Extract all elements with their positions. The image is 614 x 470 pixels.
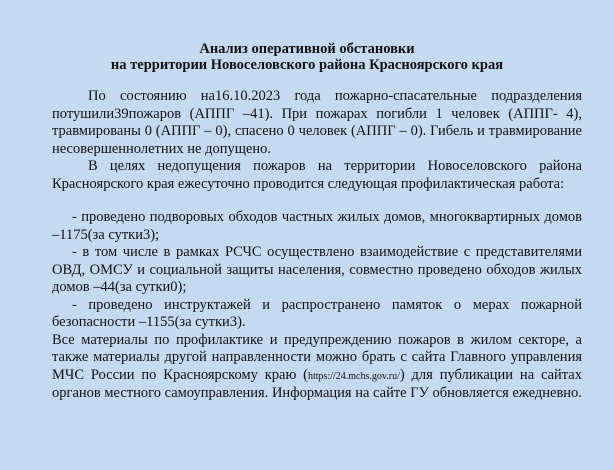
document-body xyxy=(52,88,582,403)
spacer xyxy=(52,193,582,209)
document-title-line-1: Анализ оперативной обстановки xyxy=(199,41,415,57)
footer-paragraph xyxy=(52,332,582,403)
footer-text-after-url: ) для публикации на сайтах органов местного самоуправления. Информация на сайте ГУ обновляется ежедневно. xyxy=(52,366,582,401)
status-paragraph: По состоянию на16.10.2023 года пожарно-спасательные подразделения потушили39пожаров (АППГ –41). При пожарах погибли 1 человек (АППГ- 4), травмированы 0 (АППГ – 0), спасено 0 человек (АППГ – 0). Гибель и травмирование несовершеннолетних не допущено. xyxy=(52,88,582,157)
footer-text-before-url: Все материалы по профилактике и предупреждению пожаров в жилом секторе, а также материалы другой направленности можно брать с сайта Главного управления МЧС России по Красноярскому краю ( xyxy=(52,331,582,383)
site-url-link[interactable]: https://24.mchs.gov.ru/ xyxy=(308,370,400,382)
prevention-intro-paragraph: В целях недопущения пожаров на территории Новоселовского района Красноярского края ежесуточно проводится следующая профилактическая работа: xyxy=(52,158,582,192)
document-title-line-2: на территории Новоселовского района Красноярского края xyxy=(110,57,504,73)
list-item: - в том числе в рамках РСЧС осуществлено взаимодействие с представителями ОВД, ОМСУ и социальной защиты населения, совместно проведено обходов жилых домов –44(за сутки0); xyxy=(52,244,582,295)
list-item: - проведено инструктажей и распространено памяток о мерах пожарной безопасности –1155(за сутки3). xyxy=(52,296,582,330)
list-item: - проведено подворовых обходов частных жилых домов, многоквартирных домов –1175(за сутки3); xyxy=(52,209,582,243)
